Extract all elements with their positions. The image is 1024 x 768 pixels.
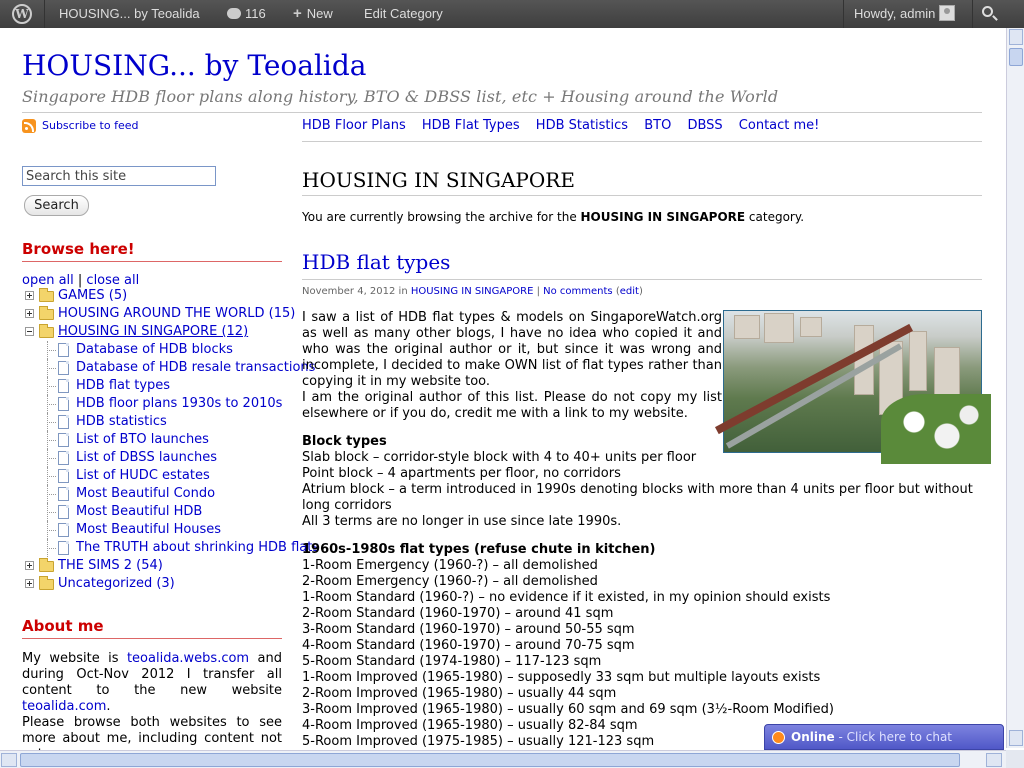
category-label[interactable]: HOUSING AROUND THE WORLD (15) — [58, 306, 296, 321]
flat-type-line: 3-Room Standard (1960-1970) – around 50-55 sqm — [302, 622, 635, 637]
post-meta: November 4, 2012 in HOUSING IN SINGAPORE | No comments (edit) — [302, 286, 643, 297]
intro-paragraph: I saw a list of HDB flat types & models on SingaporeWatch.org as well as many other blogs, I have no idea who copied it and who was the original author or it, but since it was wrong and incomplete, I decided to make OWN list of flat types rather than copying it in my website too. — [302, 310, 722, 389]
about-text-part: . — [106, 699, 111, 714]
category-label[interactable]: HOUSING IN SINGAPORE (12) — [58, 324, 249, 339]
about-heading: About me — [22, 617, 104, 635]
expand-plus-icon[interactable] — [25, 309, 34, 318]
scroll-thumb[interactable] — [1009, 48, 1023, 66]
page-icon — [58, 523, 69, 537]
page-icon — [58, 343, 69, 357]
admin-bar-new[interactable] — [293, 0, 333, 28]
chat-cta: - Click here to chat — [834, 730, 953, 744]
flat-type-line: 4-Room Standard (1960-1970) – around 70-75 sqm — [302, 638, 635, 653]
browse-heading: Browse here! — [22, 240, 135, 258]
folder-icon — [39, 561, 54, 572]
plus-icon: + — [293, 5, 302, 22]
admin-bar-comments[interactable] — [227, 0, 266, 28]
admin-bar-edit-category[interactable]: Edit Category — [364, 6, 443, 21]
chat-status: Online — [791, 730, 835, 744]
nav-hdb-floor-plans[interactable]: HDB Floor Plans — [302, 118, 406, 133]
search-input[interactable] — [22, 166, 216, 186]
teoalida-webs-link[interactable]: teoalida.webs.com — [126, 651, 250, 666]
category-tree — [22, 287, 320, 593]
admin-bar-divider — [843, 0, 844, 28]
post-comments-link[interactable]: No comments — [543, 286, 613, 297]
page-icon — [58, 433, 69, 447]
category-label[interactable]: GAMES (5) — [58, 288, 128, 303]
archive-category: HOUSING IN SINGAPORE — [580, 210, 746, 224]
page-icon — [58, 505, 69, 519]
nav-dbss[interactable]: DBSS — [687, 118, 723, 133]
tree-line — [47, 440, 56, 441]
block-type-line: Point block – 4 apartments per floor, no corridors — [302, 466, 621, 481]
tree-line — [47, 404, 56, 405]
about-text-part: Please browse both websites to see more about me, including content not — [22, 715, 282, 746]
intro-paragraph: I am the original author of this list. Please do not copy my list elsewhere or if you do, credit me with a link to my website. — [302, 390, 722, 421]
tree-page-item[interactable] — [22, 359, 316, 377]
block-type-line: All 3 terms are no longer in use since late 1990s. — [302, 514, 622, 529]
flat-type-line: 2-Room Emergency (1960-?) – all demolished — [302, 574, 598, 589]
folder-icon — [39, 579, 54, 590]
separator: | — [77, 273, 87, 288]
tree-category[interactable] — [22, 557, 284, 575]
nav-divider — [302, 141, 982, 142]
flat-type-line: 3-Room Improved (1965-1980) – usually 60 sqm and 69 sqm (3½-Room Modified) — [302, 702, 834, 717]
collapse-minus-icon[interactable] — [25, 327, 34, 336]
archive-text: You are currently browsing the archive for the — [302, 210, 581, 224]
flat-type-line: 5-Room Improved (1975-1985) – usually 121-123 sqm — [302, 734, 655, 749]
admin-bar-divider — [972, 0, 973, 28]
tree-line — [47, 458, 56, 459]
tree-line — [47, 530, 56, 531]
category-title: HOUSING IN SINGAPORE — [302, 168, 575, 192]
open-all-link[interactable]: open all — [22, 273, 74, 288]
tree-controls — [22, 273, 139, 288]
scroll-right-arrow-icon[interactable] — [986, 753, 1002, 767]
tree-line — [47, 548, 56, 549]
site-description: Singapore HDB floor plans along history, BTO & DBSS list, etc + Housing around the World — [22, 87, 779, 106]
tree-line — [47, 368, 56, 369]
tree-line — [47, 350, 56, 351]
page-label[interactable]: Database of HDB resale transactions — [76, 360, 316, 375]
wordpress-logo-icon[interactable] — [12, 4, 32, 24]
page-icon — [58, 379, 69, 393]
vertical-scrollbar[interactable] — [1006, 28, 1024, 748]
block-type-line: Atrium block – a term introduced in 1990s denoting blocks with more than 4 units per floor but without long corridors — [302, 482, 973, 513]
page-label[interactable]: HDB floor plans 1930s to 2010s — [76, 396, 283, 411]
category-label[interactable]: Uncategorized (3) — [58, 576, 175, 591]
flat-type-line: 4-Room Improved (1965-1980) – usually 82-84 sqm — [302, 718, 638, 733]
scroll-left-arrow-icon[interactable] — [1, 753, 17, 767]
site-title[interactable]: HOUSING... by Teoalida — [22, 49, 367, 82]
scrollbar-corner — [1006, 750, 1024, 768]
page-icon — [58, 487, 69, 501]
folder-open-icon — [39, 327, 54, 338]
tree-page-item[interactable] — [22, 467, 284, 485]
tree-category[interactable] — [22, 575, 284, 593]
search-button[interactable]: Search — [24, 195, 89, 216]
close-all-link[interactable]: close all — [86, 273, 140, 288]
tree-category[interactable] — [22, 305, 296, 323]
expand-plus-icon[interactable] — [25, 561, 34, 570]
page-label[interactable]: List of DBSS launches — [76, 450, 218, 465]
folder-icon — [39, 291, 54, 302]
subscribe-link[interactable]: Subscribe to feed — [42, 119, 139, 132]
flat-type-line: 2-Room Improved (1965-1980) – usually 44 sqm — [302, 686, 617, 701]
block-types-heading: Block types — [302, 434, 387, 449]
admin-bar-divider — [44, 0, 45, 28]
avatar — [939, 5, 955, 21]
flat-type-line: 5-Room Standard (1974-1980) – 117-123 sqm — [302, 654, 602, 669]
main-nav — [302, 118, 831, 133]
tree-page-item[interactable] — [22, 431, 284, 449]
page-label[interactable]: Most Beautiful Houses — [76, 522, 222, 537]
nav-hdb-flat-types[interactable]: HDB Flat Types — [421, 118, 520, 133]
page-label[interactable]: Most Beautiful HDB — [76, 504, 203, 519]
tree-line — [47, 476, 56, 477]
nav-bto[interactable]: BTO — [644, 118, 672, 133]
page-icon — [58, 415, 69, 429]
tree-category[interactable] — [22, 287, 284, 305]
chat-status-icon — [772, 731, 785, 744]
flat-type-line: 1-Room Standard (1960-?) – no evidence if it existed, in my opinion should exists — [302, 590, 831, 605]
expand-plus-icon[interactable] — [25, 291, 34, 300]
new-label: New — [306, 6, 333, 21]
page-icon — [58, 469, 69, 483]
tree-page-item[interactable] — [22, 341, 284, 359]
title-divider — [302, 195, 982, 196]
about-text-part: My website is — [22, 651, 127, 666]
comments-count: 116 — [245, 6, 266, 21]
tree-page-item[interactable] — [22, 503, 284, 521]
flat-type-line: 1-Room Improved (1965-1980) – supposedly 33 sqm but multiple layouts exists — [302, 670, 821, 685]
about-text-part: and during Oct-Nov 2012 I transfer all content to the new website — [22, 651, 282, 698]
block-type-line: Slab block – corridor-style block with 4 to 40+ units per floor — [302, 450, 697, 465]
tree-page-item[interactable] — [22, 521, 284, 539]
admin-bar-site-name[interactable]: HOUSING... by Teoalida — [59, 6, 200, 21]
admin-bar-account[interactable] — [854, 0, 955, 28]
scroll-down-arrow-icon[interactable] — [1009, 730, 1023, 746]
archive-text: category. — [745, 210, 805, 224]
page-icon — [58, 541, 69, 555]
page-label[interactable]: List of HUDC estates — [76, 468, 210, 483]
chat-widget[interactable] — [764, 724, 1004, 750]
tree-page-item[interactable] — [22, 485, 284, 503]
post-image[interactable] — [723, 310, 982, 453]
page-icon — [58, 451, 69, 465]
page-label[interactable]: Most Beautiful Condo — [76, 486, 216, 501]
howdy-label: Howdy, admin — [854, 6, 936, 21]
archive-note — [302, 210, 804, 224]
about-divider — [22, 638, 282, 639]
tree-line — [47, 494, 56, 495]
flat-types-heading: 1960s-1980s flat types (refuse chute in kitchen) — [302, 542, 656, 557]
tree-page-item[interactable] — [22, 413, 284, 431]
tree-page-item[interactable] — [22, 395, 284, 413]
page-icon — [58, 361, 69, 375]
flat-type-line: 2-Room Standard (1960-1970) – around 41 sqm — [302, 606, 614, 621]
tree-page-item[interactable] — [22, 449, 284, 467]
tree-category-open[interactable] — [22, 323, 284, 341]
folder-icon — [39, 309, 54, 320]
tree-page-item[interactable] — [22, 539, 320, 557]
admin-bar — [0, 0, 1024, 28]
nav-hdb-statistics[interactable]: HDB Statistics — [535, 118, 629, 133]
nav-contact-me[interactable]: Contact me! — [738, 118, 820, 133]
page-label[interactable]: List of BTO launches — [76, 432, 209, 447]
scroll-up-arrow-icon[interactable] — [1009, 29, 1023, 45]
header-divider — [22, 112, 982, 113]
browse-divider — [22, 261, 282, 262]
post-title-link[interactable]: HDB flat types — [302, 250, 451, 274]
tree-line — [47, 386, 56, 387]
tree-line — [47, 512, 56, 513]
page-label[interactable]: The TRUTH about shrinking HDB flats — [76, 540, 320, 555]
post-title-divider — [302, 279, 982, 280]
teoalida-com-link[interactable]: teoalida.com — [22, 699, 107, 714]
page-label[interactable]: Database of HDB blocks — [76, 342, 233, 357]
category-label[interactable]: THE SIMS 2 (54) — [58, 558, 163, 573]
tree-line — [47, 422, 56, 423]
horizontal-scrollbar[interactable] — [0, 750, 1006, 768]
expand-plus-icon[interactable] — [25, 579, 34, 588]
page-icon — [58, 397, 69, 411]
post-date: November 4, 2012 in — [302, 286, 411, 297]
post-edit-link[interactable]: edit — [619, 286, 639, 297]
post-category-link[interactable]: HOUSING IN SINGAPORE — [410, 286, 534, 297]
rss-feed-icon[interactable] — [22, 119, 36, 133]
page-label[interactable]: HDB flat types — [76, 378, 171, 393]
page-label[interactable]: HDB statistics — [76, 414, 167, 429]
search-icon[interactable] — [982, 6, 993, 17]
comment-bubble-icon — [227, 8, 241, 19]
about-text — [22, 651, 282, 763]
tree-page-item[interactable] — [22, 377, 284, 395]
scroll-thumb[interactable] — [20, 753, 960, 767]
flat-type-line: 1-Room Emergency (1960-?) – all demolished — [302, 558, 598, 573]
